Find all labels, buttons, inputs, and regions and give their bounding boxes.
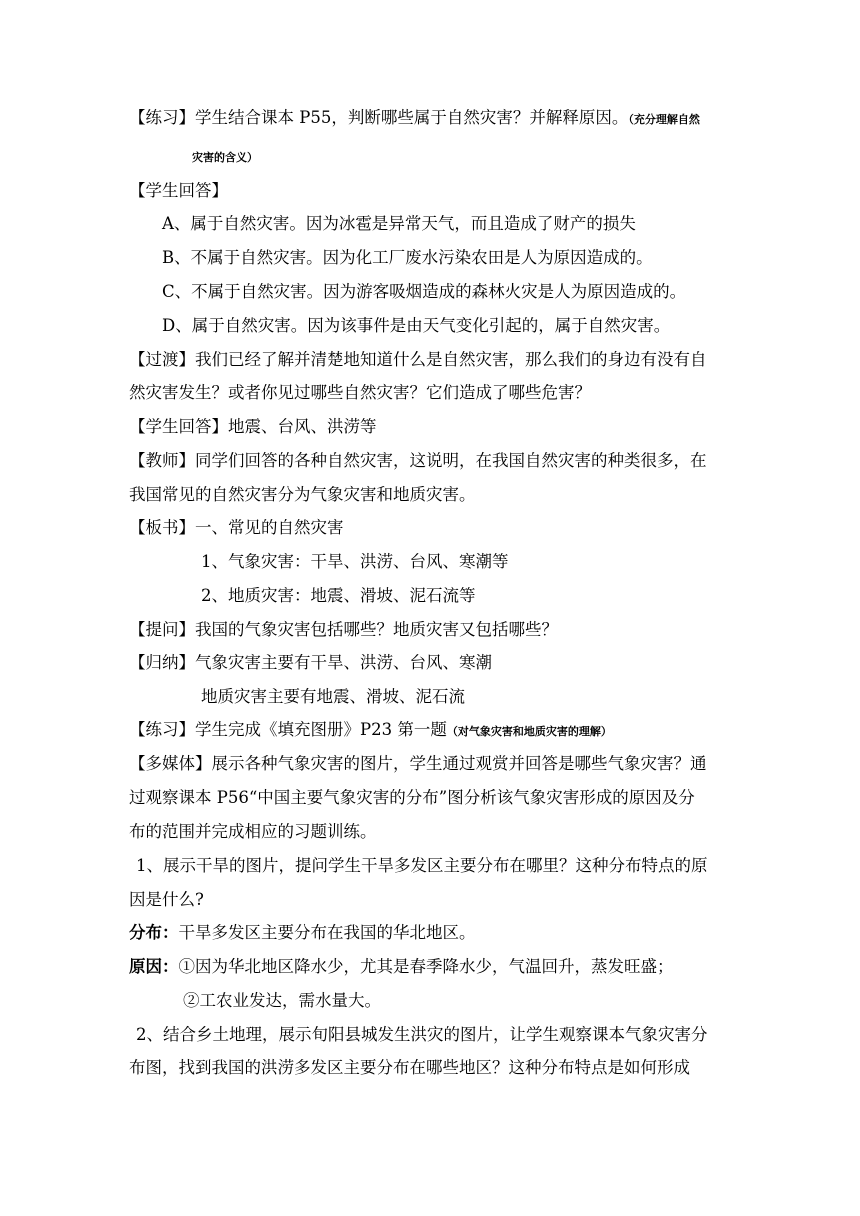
text-run: 【归纳】气象灾害主要有干旱、洪涝、台风、寒潮 [129,653,492,672]
text-line [192,148,258,168]
text-run: 【学生回答】 [129,181,228,200]
text-run: 布图，找到我国的洪涝多发区主要分布在哪些地区？这种分布特点是如何形成 [129,1058,690,1077]
text-run: 然灾害发生？或者你见过哪些自然灾害？它们造成了哪些危害？ [129,383,591,402]
text-run: 1、气象灾害：干旱、洪涝、台风、寒潮等 [201,552,509,571]
text-line [129,620,558,640]
text-line [129,923,476,943]
text-line [162,282,686,302]
text-run: 【多媒体】展示各种气象灾害的图片，学生通过观赏并回答是哪些气象灾害？通 [129,754,707,773]
text-run: 过观察课本 P56“中国主要气象灾害的分布”图分析该气象灾害形成的原因及分 [129,788,695,807]
label-run: 原因： [129,957,179,976]
text-run: 因是什么? [129,890,204,909]
text-line [201,687,465,707]
text-run: 【学生回答】地震、台风、洪涝等 [129,417,377,436]
text-run: 地质灾害主要有地震、滑坡、泥石流 [201,687,465,706]
text-line [129,417,377,437]
text-line [129,754,707,774]
text-run: 【板书】一、常见的自然灾害 [129,518,344,537]
text-line [129,108,700,130]
text-line [201,586,476,606]
text-run: 1、展示干旱的图片，提问学生干旱多发区主要分布在哪里？这种分布特点的原 [136,856,708,875]
text-line [129,485,476,505]
text-run: 2、结合乡土地理，展示旬阳县城发生洪灾的图片，让学生观察课本气象灾害分 [136,1025,708,1044]
text-run: 【练习】学生完成《填充图册》P23 第一题 [129,720,447,739]
text-run: 【教师】同学们回答的各种自然灾害，这说明，在我国自然灾害的种类很多，在 [129,451,707,470]
text-line [129,720,612,742]
text-run: ②工农业发达，需水量大。 [183,991,381,1010]
text-line [162,316,670,336]
text-run: 【练习】学生结合课本 P55，判断哪些属于自然灾害？并解释原因。 [129,108,629,127]
text-line [136,1025,708,1045]
text-run: 2、地质灾害：地震、滑坡、泥石流等 [201,586,476,605]
label-run: 分布： [129,923,179,942]
text-line [129,350,707,370]
text-run: 布的范围并完成相应的习题训练。 [129,822,377,841]
note-run: （对气象灾害和地质灾害的理解） [446,725,612,738]
text-line [129,383,591,403]
text-line [162,248,653,268]
text-run: C、不属于自然灾害。因为游客吸烟造成的森林火灾是人为原因造成的。 [162,282,687,301]
text-line [129,451,707,471]
text-run: 干旱多发区主要分布在我国的华北地区。 [178,923,476,942]
text-line [129,1058,690,1078]
text-line [183,991,381,1011]
text-run: 【过渡】我们已经了解并清楚地知道什么是自然灾害，那么我们的身边有没有自 [129,350,707,369]
text-line [162,214,636,234]
text-line [129,890,204,910]
text-line [129,181,228,201]
text-line [129,653,492,673]
text-run: ①因为华北地区降水少，尤其是春季降水少，气温回升，蒸发旺盛； [178,957,674,976]
text-run: 【提问】我国的气象灾害包括哪些？地质灾害又包括哪些？ [129,620,558,639]
text-run: B、不属于自然灾害。因为化工厂废水污染农田是人为原因造成的。 [162,248,653,267]
text-line [129,518,344,538]
text-line [129,788,695,808]
text-run: D、属于自然灾害。因为该事件是由天气变化引起的，属于自然灾害。 [162,316,671,335]
text-run: 我国常见的自然灾害分为气象灾害和地质灾害。 [129,485,476,504]
text-run: A、属于自然灾害。因为冰雹是异常天气，而且造成了财产的损失 [162,214,636,233]
note-run: 灾害的含义） [192,151,258,164]
text-line [129,822,377,842]
text-line [201,552,509,572]
text-line [136,856,708,876]
note-run: （充分理解自然 [628,113,700,126]
text-line [129,957,674,977]
